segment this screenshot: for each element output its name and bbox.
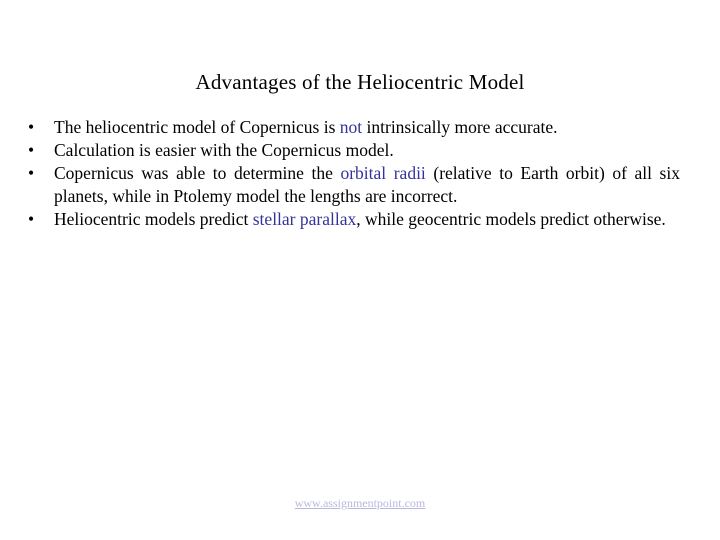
bullet-item: [28, 116, 680, 139]
bullet-item: [28, 208, 680, 231]
bullet-highlight: stellar parallax: [252, 209, 357, 229]
bullet-text-after: (relative to Earth orbit) of all six planets, while in Ptolemy model the lengths are incorrect.: [54, 163, 680, 206]
bullet-glyph: •: [28, 140, 35, 160]
bullet-text-before: Heliocentric models predict: [54, 209, 253, 229]
bullet-highlight: orbital radii: [340, 163, 426, 183]
bullet-text-after: intrinsically more accurate.: [362, 117, 558, 137]
bullet-item: [28, 162, 680, 208]
bullet-glyph: •: [28, 209, 35, 229]
bullet-glyph: •: [28, 163, 35, 183]
footer-link[interactable]: www.assignmentpoint.com: [294, 496, 426, 510]
bullet-glyph: •: [28, 117, 35, 137]
slide-title: Advantages of the Heliocentric Model: [195, 70, 525, 94]
bullet-text-before: Calculation is easier with the Copernicus model.: [54, 140, 394, 160]
bullet-item: [28, 139, 680, 162]
bullet-highlight: not: [339, 117, 363, 137]
bullet-list: [28, 116, 680, 231]
bullet-text-before: The heliocentric model of Copernicus is: [54, 117, 340, 137]
bullet-text-after: , while geocentric models predict otherwise.: [356, 209, 666, 229]
bullet-text-before: Copernicus was able to determine the: [54, 163, 341, 183]
